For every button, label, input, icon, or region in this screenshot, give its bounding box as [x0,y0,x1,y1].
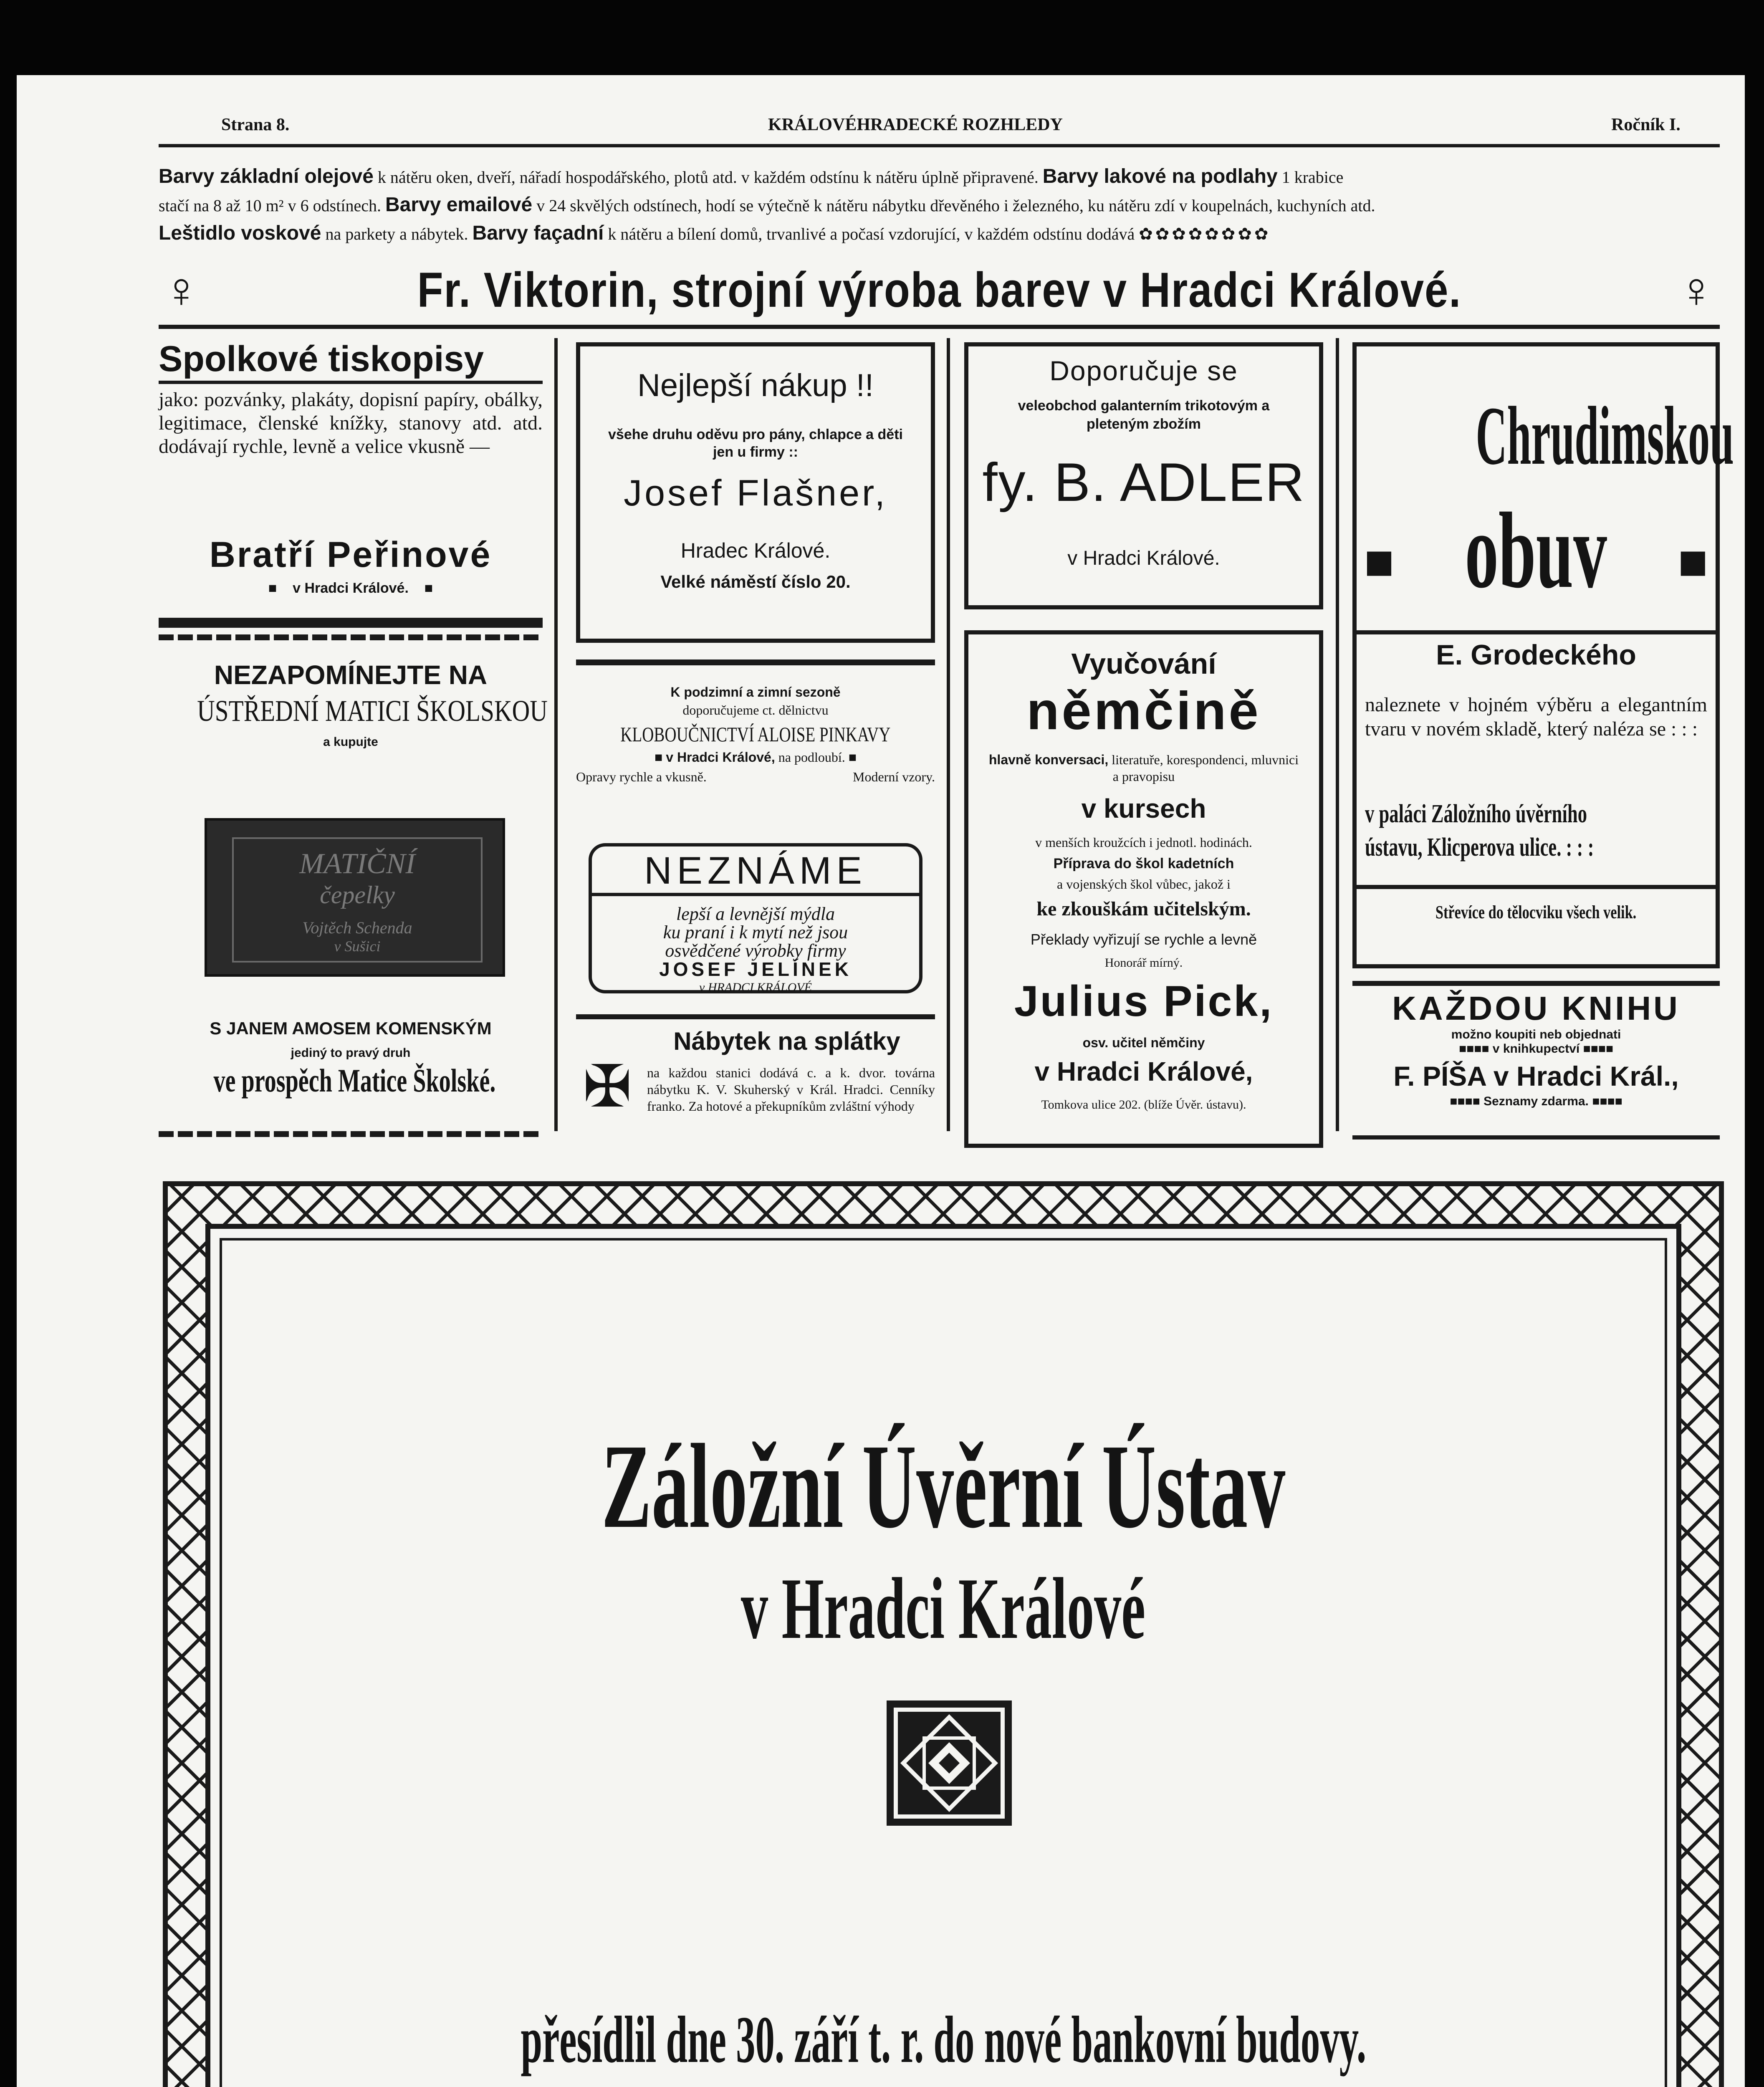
matice-line3: a kupujte [323,735,378,749]
matice-label-2: čepelky [320,881,395,909]
jelinek-title: NEZNÁME [592,849,919,896]
ad-flasner [576,342,935,643]
adler-name: fy. B. ADLER [982,452,1305,513]
pisa-line1: KAŽDOU KNIHU [1392,990,1680,1027]
pisa-line2: možno koupiti neb objednati [1451,1028,1621,1041]
pick-line9: Překlady vyřizují se rychle a levně [1030,931,1257,948]
paint-ad-text [159,163,1720,248]
ad-matice [159,659,548,749]
skuhersky-body: na každou stanici dodává c. a k. dvor. továrna nábytku K. V. Skuherský v Král. Hradci. Cenníky franko. Za hotové a překupníkům zvláštní výhody [647,1065,935,1114]
paint-wax: Leštidlo voskové [159,222,321,244]
pick-line10: Honorář mírný. [1104,956,1183,970]
pinkava-city: v Hradci Králové, [666,750,775,765]
pinkava-line2: doporučujeme ct. dělnictvu [682,702,829,718]
pinkava-place: na podloubí. [778,750,845,765]
grodecky-foot: Střevíce do tělocviku všech velik. [1435,902,1637,922]
jelinek-firm: JOSEF JELÍNEK [659,958,852,980]
adler-line1: Doporučuje se [1049,355,1238,386]
jelinek-city: v HRADCI KRÁLOVÉ [699,980,812,994]
pinkava-repairs: Opravy rychle a vkusně. [576,769,707,784]
pinkava-line1: K podzimní a zimní sezoně [670,685,841,700]
adler-line2: veleobchod galanterním trikotovým a pleteným zbožím [1018,398,1270,432]
ad-jelinek [589,843,922,993]
ad-adler [964,342,1323,609]
paint-floor: Barvy lakové na podlahy [1042,165,1278,187]
ad-matice-bottom [159,1018,543,1099]
tiskopisy-body: jako: pozvánky, plakáty, dopisní papíry, obálky, legitimace, členské knížky, stanovy atd. atd. dodávají rychle, levně a velice vkusně — [159,389,543,457]
eagle-emblem-icon: ✠ [583,1055,632,1119]
pick-city: v Hradci Králové, [1034,1056,1253,1086]
ad-pinkava: K podzimní a zimní sezoně doporučujeme ct. dělnictvu KLOBOUČNICTVÍ ALOISE PINKAVY ■ v Hradci Králové, na podloubí. ■ Opravy rychle a vkusně. Moderní vzory. [576,685,935,784]
matice-line6: ve prospěch Matice Školské. [213,1062,496,1099]
pick-line5: v menších kroužcích i jednotl. hodinách. [1035,835,1252,850]
paint-banner [159,259,1720,321]
pick-line1: Vyučování [1071,647,1216,680]
pick-address: Tomkova ulice 202. (blíže Úvěr. ústavu). [1041,1098,1246,1112]
bank-city: v Hradci Králové [741,1560,1146,1657]
ad-pisa: KAŽDOU KNIHU možno koupiti neb objednati ■■■■ v knihkupectví ■■■■ F. PÍŠA v Hradci Král., ■■■■ Seznamy zdarma. ■■■■ [1352,989,1720,1109]
pick-line7: a vojenských škol vůbec, jakož i [1057,877,1231,892]
paint-banner-text: Fr. Viktorin, strojní výroba barev v Hradci Králové. [417,263,1461,318]
ad-tiskopisy [159,338,543,605]
pisa-line4: F. PÍŠA v Hradci Král., [1393,1061,1679,1092]
matice-line2: ÚSTŘEDNÍ MATICI ŠKOLSKOU [197,694,548,728]
flasner-address: Velké náměstí číslo 20. [660,572,851,591]
key-icon: ♀ [163,263,201,318]
ad-bank [205,1224,1681,2087]
flasner-city: Hradec Králové. [680,539,831,562]
matice-label [232,837,483,963]
matice-label-1: MATIČNÍ [299,848,415,880]
matice-product-image [205,818,505,977]
pick-name: Julius Pick, [1014,977,1274,1026]
tiskopisy-title: Spolkové tiskopisy [159,339,484,379]
grodecky-place: v paláci Záložního úvěrního ústavu, Klicperova ulice. : : : [1365,800,1594,862]
tiskopisy-place-row: ■ v Hradci Králové. ■ [268,580,433,596]
divider [576,1014,935,1019]
pick-courses: v kursech [1081,793,1206,824]
pick-subjects: literatuře, korespondenci, mluvnici a pravopisu [1112,752,1299,784]
ad-bank-frame [163,1181,1724,2087]
inner-border [220,1238,1667,2087]
divider-dash [159,1131,543,1137]
jelinek-line2: ku praní i k mytí než jsou [663,922,848,942]
paint-enamel-text: v 24 skvělých odstínech, hodí se výtečně k nátěru nábytku dřevěného i železného, ku nátěru zdí v koupelnách, kuchyních atd. [536,196,1375,215]
ornament-row: ✿✿✿✿✿✿✿✿ [1139,225,1271,243]
paint-oil-text: k nátěru oken, dveří, nářadí hospodářského, plotů atd. v každém odstínu k nátěru úplně připravené. [377,168,1039,187]
pisa-line5: Seznamy zdarma. [1483,1094,1589,1108]
paint-oil: Barvy základní olejové [159,165,374,187]
paint-wax-text: na parkety a nábytek. [325,225,468,243]
ad-pick [964,630,1323,1148]
square-bullet-icon: ■ [1678,534,1708,590]
jelinek-line1: lepší a levnější mýdla [676,904,835,924]
pick-conversation: hlavně konversaci, [988,752,1109,767]
pinkava-styles: Moderní vzory. [853,769,935,784]
pinkava-line3: KLOBOUČNICTVÍ ALOISE PINKAVY [620,723,891,746]
divider [1357,885,1716,889]
newspaper-page [17,75,1745,2087]
matice-label-3: Vojtěch Schenda [302,918,412,937]
pick-line6: Příprava do škol kadetních [1053,856,1234,872]
column-rule [947,338,950,1131]
column-rule [1336,338,1339,1131]
bank-name: Záložní Úvěrní Ústav [601,1419,1286,1553]
square-bullet-icon: ■ [1364,534,1395,590]
matice-label-4: v Sušici [334,938,381,955]
divider-thick [159,618,543,628]
grodecky-body: naleznete v hojném výběru a elegantním tvaru v novém skladě, který naléza se : : : [1365,694,1707,740]
matice-line4: S JANEM AMOSEM KOMENSKÝM [210,1018,492,1038]
divider [576,659,935,665]
page-number: Strana 8. [221,115,290,134]
flasner-subtitle: všehe druhu oděvu pro pány, chlapce a děti jen u firmy :: [608,427,903,460]
section-divider [159,325,1720,329]
pick-line8: ke zkouškám učitelským. [1036,898,1251,920]
paint-floor-text: 1 krabice [1281,168,1344,187]
tiskopisy-firm: Bratří Peřinové [209,535,492,575]
newspaper-title: KRÁLOVÉHRADECKÉ ROZHLEDY [768,115,1063,134]
bank-notice: přesídlil dne 30. září t. r. do nové bankovní budovy. [521,2002,1366,2077]
jelinek-line3: osvědčené výrobky firmy [665,940,846,961]
tiskopisy-place: v Hradci Králové. [293,580,409,596]
paint-enamel: Barvy emailové [385,194,533,216]
pick-title: osv. učitel němčiny [1082,1035,1205,1050]
grodecky-line2: obuv [1465,490,1607,611]
grodecky-name: E. Grodeckého [1436,639,1636,671]
divider-dash [159,634,543,640]
key-icon: ♀ [1678,263,1716,318]
column-rule [554,338,558,1131]
divider [1352,1135,1720,1140]
matice-line1: NEZAPOMÍNEJTE NA [214,660,488,690]
divider [159,381,543,384]
adler-city: v Hradci Králové. [1067,547,1220,569]
pick-line2: němčině [1026,681,1261,741]
paint-facade: Barvy façadní [472,222,604,244]
paint-facade-text: k nátěru a bílení domů, trvanlivé a počasí vzdorující, v každém odstínu dodává [608,225,1135,243]
pisa-line3: v knihkupectví [1492,1042,1580,1056]
divider [1357,630,1716,634]
paint-coverage: stačí na 8 až 10 m² v 6 odstínech. [159,196,381,215]
grodecky-line1: Chrudimskou [1476,390,1734,482]
bank-emblem-icon [887,1700,1012,1826]
volume-number: Ročník I. [1611,115,1681,134]
skuhersky-title: Nábytek na splátky [673,1027,900,1055]
divider [1352,981,1720,986]
flasner-name: Josef Flašner, [624,472,887,513]
ad-grodecky [1352,342,1734,968]
jelinek-body [609,905,902,997]
flasner-title: Nejlepší nákup !! [637,368,874,403]
header-divider [159,144,1720,147]
matice-line5: jediný to pravý druh [291,1046,411,1060]
